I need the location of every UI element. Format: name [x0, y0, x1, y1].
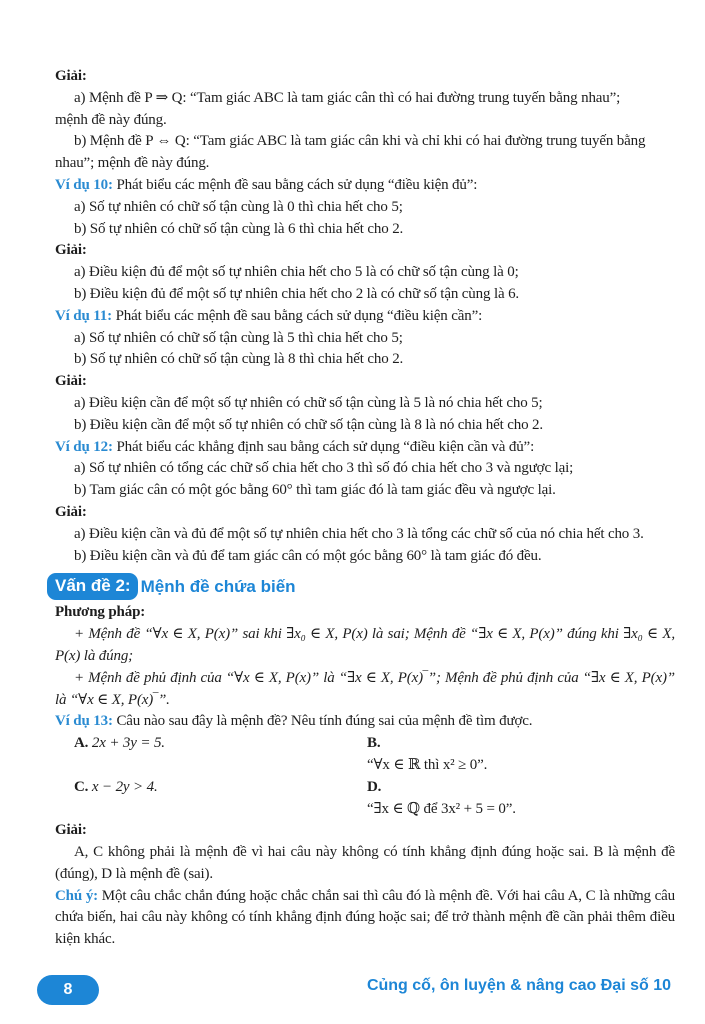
note-text: Một câu chắc chắn đúng hoặc chắc chắn sai thì câu đó là mệnh đề. Với hai câu A, C là những câu chứa biến, hai câu này không có tính khẳng định đúng hoặc sai; để trở thành mệnh đề cần phải thêm điều kiện khác.	[55, 887, 675, 948]
book-title: Củng cố, ôn luyện & nâng cao Đại số 10	[366, 977, 671, 994]
line-text: Giải:	[55, 68, 87, 84]
text-line	[55, 480, 675, 502]
text-line	[55, 153, 675, 175]
text-line	[55, 546, 675, 568]
solution-text: A, C không phải là mệnh đề vì hai câu này không có tính khẳng định đúng hoặc sai. B là mệnh đề (đúng), D là mệnh đề (sai).	[55, 844, 675, 882]
line-text: a) Số tự nhiên có tổng các chữ số chia hết cho 3 thì số đó chia hết cho 3 và ngược lại;	[74, 460, 574, 477]
line-text: a) Điều kiện đủ để một số tự nhiên chia hết cho 5 là có chữ số tận cùng là 0;	[74, 264, 519, 281]
example-label: Ví dụ 12:	[55, 438, 113, 455]
text-line	[55, 502, 675, 524]
text-line	[55, 262, 675, 284]
page-number: 8	[37, 975, 99, 1005]
line-text: Giải:	[55, 503, 87, 520]
page-content	[55, 66, 675, 951]
option-key: B.	[367, 735, 381, 752]
example-label: Ví dụ 11:	[55, 307, 113, 324]
note-label: Chú ý:	[55, 887, 99, 904]
method-point-2: + Mệnh đề phủ định của “∀x ∈ X, P(x)” là “∃x ∈ X, P(x)‾”; Mệnh đề phủ định của “∃x ∈ X, P(x)” là “∀x ∈ X, P(x)‾”.	[55, 669, 675, 708]
heading-title: Mệnh đề chứa biến	[140, 576, 296, 596]
line-text: Phát biểu các khẳng định sau bằng cách sử dụng “điều kiện cần và đủ”:	[112, 438, 535, 455]
note	[55, 886, 675, 951]
text-line	[55, 66, 675, 88]
example-line	[55, 437, 675, 459]
option-key: C.	[74, 778, 89, 795]
option-a	[55, 733, 367, 777]
text-line	[55, 524, 675, 546]
line-text: b) Số tự nhiên có chữ số tận cùng là 8 thì chia hết cho 2.	[74, 351, 404, 368]
option-text: x − 2y > 4.	[88, 778, 158, 795]
option-text: “∃x ∈ ℚ để 3x² + 5 = 0”.	[367, 800, 516, 817]
line-text: b) Điều kiện cần để một số tự nhiên có chữ số tận cùng là 8 là nó chia hết cho 2.	[74, 416, 543, 433]
line-text: mệnh đề này đúng.	[55, 111, 167, 128]
example-line	[55, 306, 675, 328]
example-line	[55, 175, 675, 197]
text-line	[55, 131, 675, 153]
line-text: b) Mệnh đề P ⇔ Q: “Tam giác ABC là tam giác cân khi và chỉ khi có hai đường trung tuyến bằng	[74, 133, 646, 150]
example-label: Ví dụ 13:	[55, 713, 113, 730]
line-text: Giải:	[55, 242, 87, 259]
text-line	[55, 240, 675, 262]
text-line	[55, 393, 675, 415]
text-line	[55, 458, 675, 480]
example-13	[55, 711, 675, 733]
text-line	[55, 328, 675, 350]
line-text: a) Điều kiện cần để một số tự nhiên có chữ số tận cùng là 5 là nó chia hết cho 5;	[74, 394, 543, 411]
line-text: Phát biểu các mệnh đề sau bằng cách sử dụng “điều kiện cần”:	[112, 307, 483, 324]
solution-label: Giải:	[55, 822, 87, 839]
option-text: 2x + 3y = 5.	[88, 735, 165, 752]
example-text: Câu nào sau đây là mệnh đề? Nêu tính đúng sai của mệnh đề tìm được.	[112, 713, 533, 730]
text-line	[55, 349, 675, 371]
method-point-1: + Mệnh đề “∀x ∈ X, P(x)” sai khi ∃x₀ ∈ X, P(x) là sai; Mệnh đề “∃x ∈ X, P(x)” đúng khi ∃x₀ ∈ X, P(x) là đúng;	[55, 626, 675, 664]
line-text: b) Số tự nhiên có chữ số tận cùng là 6 thì chia hết cho 2.	[74, 220, 404, 237]
line-text: a) Số tự nhiên có chữ số tận cùng là 5 thì chia hết cho 5;	[74, 329, 403, 346]
option-b	[367, 733, 487, 777]
line-text: Phát biểu các mệnh đề sau bằng cách sử dụng “điều kiện đủ”:	[112, 176, 478, 193]
option-key: A.	[74, 735, 89, 752]
section-heading	[47, 573, 675, 600]
line-text: Giải:	[55, 373, 87, 390]
line-text: a) Điều kiện cần và đủ để một số tự nhiên chia hết cho 3 là tổng các chữ số của nó chia hết cho 3.	[74, 525, 644, 542]
example-label: Ví dụ 10:	[55, 176, 113, 193]
text-line	[55, 197, 675, 219]
option-text: “∀x ∈ ℝ thì x² ≥ 0”.	[367, 756, 488, 773]
text-line	[55, 371, 675, 393]
method-label: Phương pháp:	[55, 604, 146, 621]
line-text: b) Điều kiện cần và đủ để tam giác cân có một góc bằng 60° là tam giác đó đều.	[74, 547, 542, 564]
text-line	[55, 88, 675, 110]
option-c	[55, 777, 367, 821]
line-text: a) Mệnh đề P ⇒ Q: “Tam giác ABC là tam giác cân thì có hai đường trung tuyến bằng nhau”;	[74, 89, 621, 106]
text-line	[55, 110, 675, 132]
text-line	[55, 415, 675, 437]
options-row-2	[55, 777, 675, 821]
line-text: b) Điều kiện đủ để một số tự nhiên chia hết cho 2 là có chữ số tận cùng là 6.	[74, 285, 520, 302]
text-line	[55, 284, 675, 306]
options-row-1	[55, 733, 675, 777]
heading-badge: Vấn đề 2:	[47, 573, 138, 600]
section-examples-10-12	[55, 66, 675, 567]
line-text: a) Số tự nhiên có chữ số tận cùng là 0 thì chia hết cho 5;	[74, 198, 403, 215]
text-line	[55, 219, 675, 241]
option-key: D.	[367, 778, 382, 795]
option-d	[367, 777, 516, 821]
line-text: nhau”; mệnh đề này đúng.	[55, 155, 210, 172]
line-text: b) Tam giác cân có một góc bằng 60° thì tam giác đó là tam giác đều và ngược lại.	[74, 482, 556, 499]
section-variable-propositions	[55, 602, 675, 951]
